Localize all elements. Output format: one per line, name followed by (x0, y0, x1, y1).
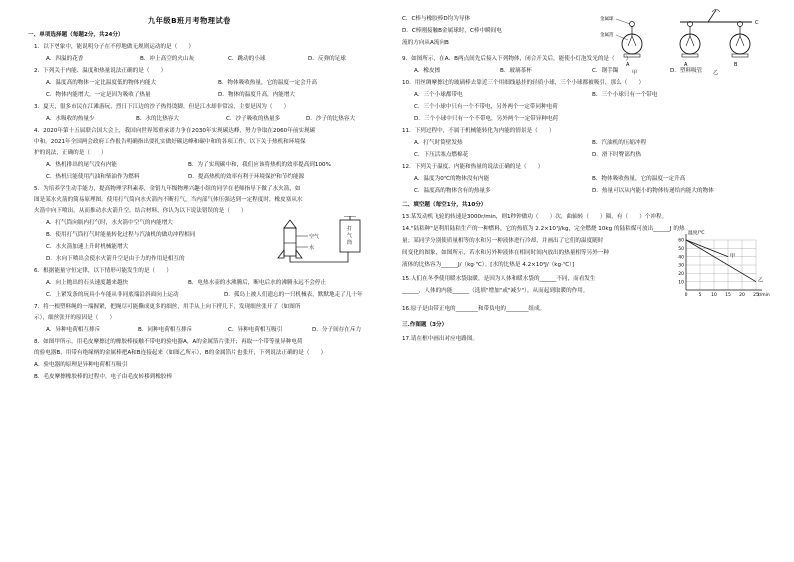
q5-line1: 5．为培养学生动手能力，提高物理学科素养，金钥九年级物理兴趣小组的同学在老师指导下做了水火箭，如 (34, 186, 301, 192)
y-tick-label: 30 (678, 263, 684, 269)
q4-option-a: A．热机排出的尾气没有内能 (46, 162, 117, 168)
x-axis-label: t/min (758, 293, 770, 298)
q3-option-a: A．水吸收的热量少 (46, 116, 95, 122)
series-line-2 (686, 240, 756, 282)
q16-text: 16.原子是由带正电的________和带负电的________组成。 (402, 306, 546, 312)
q4-line3: 护的说法，正确的是（ ） (34, 150, 107, 156)
fig-label-air: 空气 (309, 234, 320, 240)
x-tick-label: 10 (711, 293, 717, 298)
q11-option-d: D．滑下时臀部灼热 (592, 152, 642, 158)
q9-stem: 9．如图所示，在A、B两点间先后接入下列物体，闭合开关后，能使小灯泡发光的是（ ） (402, 56, 632, 62)
q2-option-d: D．物体的温度升高，内能增大 (218, 92, 296, 98)
x-tick-label: 20 (739, 293, 745, 298)
q7-line2: 示），细丝张开的原因是（ ） (34, 315, 116, 321)
q14-line2: 量；某同学分别使质量相等的水和另一种液体进行冷却，并画出了它们的温度随时 (402, 238, 604, 244)
fig-label-pump-3: 筒 (347, 240, 353, 246)
q14-line4: 液体的比热容为______J/（kg·℃）。[水的比热是 4.2×10³J/（kg·℃）] (402, 262, 575, 268)
q12-option-c: C．温度高的物体含有的热量多 (414, 188, 491, 194)
q2-option-b: B．物体吸收热量，它的温度一定会升高 (218, 80, 317, 86)
x-tick-label: 15 (725, 293, 731, 298)
chart-series (686, 240, 763, 284)
q6-option-c: C．上紧发条的玩具小车能从非同底端沿斜面向上运动 (46, 292, 179, 298)
fig-label-a-yi: A (684, 62, 688, 68)
x-tick-label: 25 (753, 293, 759, 298)
q2-stem: 2．下列关于内能、温度和热量说法正确的是（ ） (34, 68, 167, 74)
q6-option-b: B．电热水壶的水沸腾后，断电后水的沸腾永远不会停止 (188, 280, 327, 286)
section-heading-choice: 一、单项选择题（每题2分，共24分） (28, 32, 124, 38)
q4-option-d: D．提高热机的效率有利于环境保护和节约能源 (188, 174, 305, 180)
fig-label-yi: 乙 (713, 70, 719, 76)
q11-stem: 11．下列过程中，不属于机械能转化为内能的情景是（ ） (402, 128, 555, 134)
q6-stem: 6．根据能量守恒定律，以下情形可能发生的是（ ） (34, 268, 172, 274)
q9-option-c: C．钢手镯 (592, 68, 619, 74)
cooling-chart (668, 230, 770, 302)
q5-line3: 火箭中向下喷出，从而推动水火箭升空。结合材料，你认为以下说法错误的是（ ） (34, 208, 247, 214)
chart-grid (686, 240, 756, 290)
q12-option-a: A．温度为0℃的物体没有内能 (414, 176, 490, 182)
q8-option-a: A．验电器的原理是异种电荷相互吸引 (34, 362, 128, 368)
q3-stem: 3．夏天，很多市民在江滩游玩，烈日下江边的沙子热得烫脚，但是江水却非常凉，主要是因为（ ） (34, 104, 290, 110)
page-title: 九年级B班月考物理试卷 (148, 16, 231, 25)
q15-line1: 15.人们在冬季使用暖水袋取暖，是因为人体和暖水袋的______不同，而看发生 (402, 276, 596, 282)
fig-label-c: C (755, 20, 759, 26)
q10-option-b: B．三个小球只有一个带电 (592, 92, 658, 98)
fig-label-a-jia: A (626, 62, 630, 68)
q8-option-d-line1: D．C棒刚接触B金属球时，C棒中瞬间电 (402, 28, 502, 34)
x-tick-label: 5 (698, 293, 702, 298)
q3-option-d: D．沙子的比热容大 (306, 116, 356, 122)
q2-option-c: C．物体内能增大，一定是因为吸收了热量 (46, 92, 151, 98)
q12-option-b: B．物体吸收热量，它的温度一定升高 (592, 176, 686, 182)
q10-stem: 10．用丝绸摩擦过的玻璃棒去靠近三个用细线悬挂的轻质小球，三个小球都被吸引，那么（ ） (402, 80, 645, 86)
y-tick-label: 50 (678, 246, 684, 252)
q5-line2: 图是某水火箭的简易原理图。使用打气筒向水火箭内不断打气，当内部气体压强达到一定程度时，橡皮塞从水 (34, 197, 303, 203)
series-label-1: 甲 (730, 253, 736, 260)
q4-line1: 4．2020年第十五届联合国大会上，我国向世界郑重承诺力争在2030年实现碳达峰，努力争取在2060年前实现碳 (34, 128, 316, 134)
y-axis-label: 温度/℃ (688, 231, 705, 236)
q9-option-b: B．玻璃茶杯 (500, 68, 532, 74)
q12-stem: 12．下列关于温度、内能和热量的说法正确的是（ ） (402, 164, 544, 170)
q12-option-d: D．热量可以从内能小的物体传递给内能大的物体 (592, 188, 714, 194)
y-tick-label: 60 (678, 238, 684, 244)
q8-line1: 8．如图甲所示，用毛皮摩擦过的橡胶棒接触不带电的验电器A，A的金属箔片张开；再取一个带等量异种电荷 (34, 339, 303, 345)
q1-stem: 1．以下현象中，能说明分子在不停地做无规则运动的是（ ） (34, 44, 194, 50)
q5-option-c: C．水火箭加速上升时机械能增大 (46, 244, 129, 250)
q6-option-a: A．向上抛出的石头速度越来越快 (46, 280, 129, 286)
q3-option-b: B．水的比热容大 (136, 116, 179, 122)
q4-line2: 中和。2021年全国两会政府工作报告明确指出要扎实做好碳达峰和碳中和的各项工作，以下关于热机和环境保 (34, 139, 306, 145)
q1-option-a: A．四溢的花香 (46, 56, 84, 62)
q2-option-a: A．温度高的物体一定比温度低的物体内能大 (46, 80, 157, 86)
fig-label-pump-1: 打 (347, 226, 353, 232)
q5-option-a: A．打气筒向瓶内打气时，水火箭中空气的内能增大 (46, 220, 173, 226)
series-label-2: 乙 (758, 277, 764, 284)
y-tick-label: 20 (678, 271, 684, 277)
q8-line2: 的验电器B，用带有绝缘柄的金属棒把A和B连接起来（如图乙所示），B的金属箔片也张开，下列说法正确的是（ ） (34, 350, 327, 356)
q11-option-a: A．打气时筒壁发热 (414, 140, 463, 146)
q7-option-a: A．异种电荷相互排斥 (46, 327, 101, 333)
q4-option-b: B．为了实现碳中和，我们应该将热机的效率提高到100% (188, 162, 331, 168)
q3-option-c: C．沙子吸收的热量多 (226, 116, 281, 122)
q1-option-b: B．冲上高空的火山灰 (140, 56, 195, 62)
fig-label-foil: 金属箔 (600, 33, 614, 38)
fig-label-b-yi: B (734, 62, 738, 68)
fig-label-jia: 甲 (632, 70, 638, 76)
q10-option-c: C．三个小球中只有一个不带电，另外两个一定带同种电荷 (414, 104, 558, 110)
x-tick-label: 0 (684, 293, 688, 298)
chart-tick-labels (678, 230, 770, 298)
q5-option-d: D．水向下喷出会使水火箭升空是由于力的作用是相互的 (46, 256, 185, 262)
q10-option-d: D．三个小球中只有一个不带电，另外两个一定带异种电荷 (414, 116, 559, 122)
q11-option-b: B．汽油机的压缩冲程 (592, 140, 647, 146)
q10-option-a: A．三个小球都带电 (414, 92, 463, 98)
q6-option-d: D．孤岛上被人们遗忘的一只机械表，默默地走了几十年 (224, 292, 363, 298)
electroscope-figure (600, 6, 768, 76)
q17-text: 17.请在框中画出对应电路图。 (402, 336, 479, 342)
q5-option-b: B．使用打气筒打气时能量转化过程与汽油机的做功冲程相同 (46, 232, 196, 238)
q8-option-b: B．毛皮摩擦橡胶棒的过程中，电子由毛皮转移到橡胶棒 (34, 374, 173, 380)
water-rocket-figure (268, 216, 388, 266)
y-tick-label: 10 (678, 280, 684, 286)
q14-line1: 14."陆秸种"是利用陆秸生产的一种燃料，它的热值为 2.2×10⁷J/kg，完全燃烧 10kg 的陆秸煤可放出______J 的热 (402, 226, 685, 232)
fig-label-ball: 金属球 (600, 17, 614, 22)
q7-option-b: B．同种电荷相互排斥 (138, 327, 193, 333)
fig-label-pump-2: 气 (347, 233, 353, 239)
fig-label-water: 水 (309, 245, 315, 251)
section-heading-drawing: 三.作图题（3分） (402, 322, 448, 328)
y-tick-label: 40 (678, 255, 684, 261)
q8-option-c: C．C棒与橡胶棒D均为导体 (402, 16, 471, 22)
q4-option-c: C．热机只能使用汽油和柴油作为燃料 (46, 174, 140, 180)
q9-option-a: A．橡皮擦 (414, 68, 441, 74)
q1-option-c: C．跳动的小球 (228, 56, 266, 62)
q9-option-d: D．塑料吸管 (670, 68, 703, 74)
q1-option-d: D．反弹的足球 (308, 56, 346, 62)
section-heading-fill: 二、填空题（每空1分，共10分） (402, 202, 487, 208)
q14-line3: 间变化的图象，如图所示，若水和另外种液体在相同时间内放出的热量相等另外一种 (402, 250, 609, 256)
q7-option-c: C．异种电荷相互吸引 (228, 327, 283, 333)
q11-option-c: C．下压活塞点燃棉花 (414, 152, 469, 158)
q7-line1: 7．将一根塑料绳的一端握紧，把绳尽可能撕成更多的细丝，用手从上向下捋几下，发现细丝张开了（如图所 (34, 304, 301, 310)
q8-option-d-line2: 流的方向从A流向B (402, 40, 449, 46)
q15-line2: ______，人体的内能______（选填"增加"或"减少"），从而起到取暖的作用。 (402, 288, 589, 294)
q13-text: 13.某发动机飞轮的转速是3000r/min，则1秒钟做功（ ）次，曲轴转（ ）圈，有（ ）个冲程。 (402, 214, 668, 220)
q7-option-d: D．分子间存在斥力 (312, 327, 362, 333)
